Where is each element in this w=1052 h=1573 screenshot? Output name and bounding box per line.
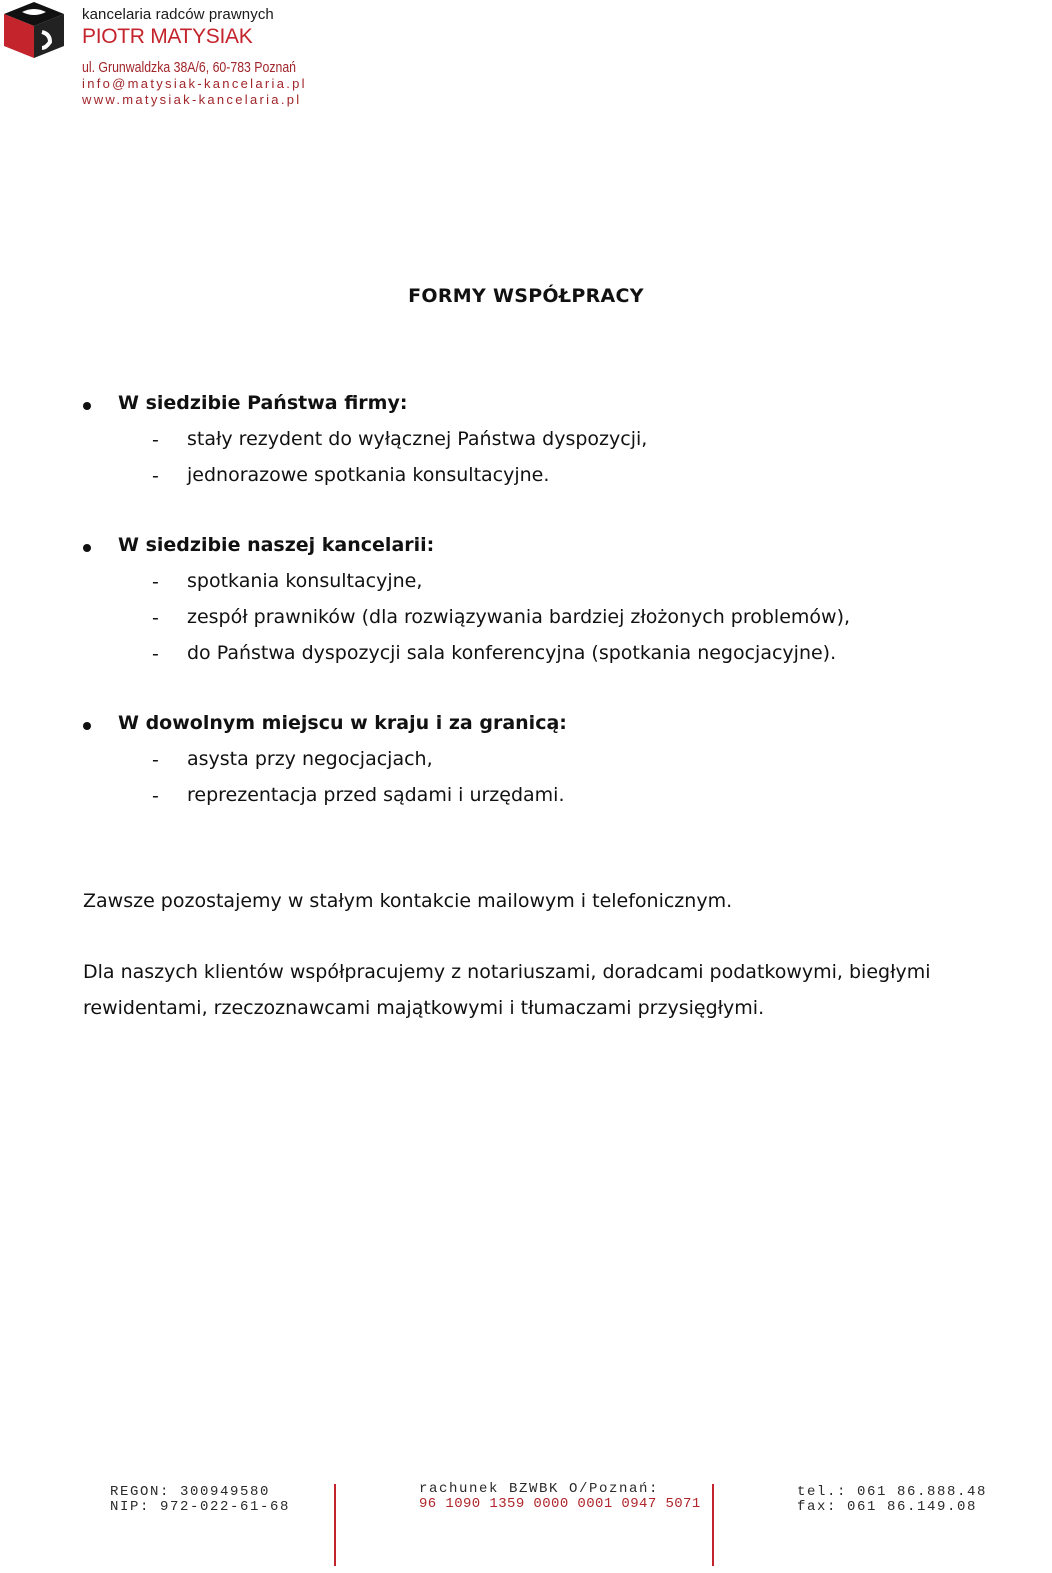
contact-paragraph: Zawsze pozostajemy w stałym kontakcie mailowym i telefonicznym. — [83, 890, 733, 912]
list-item: zespół prawników (dla rozwiązywania bardziej złożonych problemów), — [187, 606, 851, 628]
cube-logo-icon — [2, 0, 66, 60]
firm-email[interactable]: info@matysiak-kancelaria.pl — [82, 76, 307, 91]
firm-subtitle: kancelaria radców prawnych — [82, 6, 274, 23]
dash-marker: - — [152, 749, 159, 771]
section-heading: W siedzibie Państwa firmy: — [118, 392, 408, 414]
section-heading: W dowolnym miejscu w kraju i za granicą: — [118, 712, 567, 734]
dash-marker: - — [152, 465, 159, 487]
list-item: spotkania konsultacyjne, — [187, 570, 423, 592]
footer-nip: NIP: 972-022-61-68 — [110, 1499, 291, 1515]
firm-contact-block — [82, 60, 343, 108]
page-footer — [0, 1480, 988, 1573]
list-item: reprezentacja przed sądami i urzędami. — [187, 784, 565, 806]
footer-regon: REGON: 300949580 — [110, 1484, 271, 1500]
footer-divider — [712, 1484, 714, 1566]
list-item: stały rezydent do wyłącznej Państwa dyspozycji, — [187, 428, 648, 450]
page-title: FORMY WSPÓŁPRACY — [408, 285, 644, 307]
dash-marker: - — [152, 785, 159, 807]
firm-name — [82, 6, 274, 49]
dash-marker: - — [152, 571, 159, 593]
bullet-icon — [83, 544, 91, 552]
dash-marker: - — [152, 607, 159, 629]
list-item: asysta przy negocjacjach, — [187, 748, 433, 770]
footer-tel: tel.: 061 86.888.48 — [797, 1484, 988, 1500]
dash-marker: - — [152, 429, 159, 451]
bullet-icon — [83, 402, 91, 410]
list-item: do Państwa dyspozycji sala konferencyjna (spotkania negocjacyjne). — [187, 642, 837, 664]
footer-company-ids — [110, 1485, 290, 1515]
footer-fax: fax: 061 86.149.08 — [797, 1499, 978, 1515]
footer-account-number: 96 1090 1359 0000 0001 0947 5071 — [419, 1496, 701, 1512]
footer-account-label: rachunek BZWBK O/Poznań: — [419, 1481, 660, 1497]
list-item: jednorazowe spotkania konsultacyjne. — [187, 464, 550, 486]
firm-address: ul. Grunwaldzka 38A/6, 60-783 Poznań — [82, 59, 297, 76]
section-heading: W siedzibie naszej kancelarii: — [118, 534, 435, 556]
footer-bank — [419, 1482, 701, 1512]
footer-divider — [334, 1484, 336, 1566]
dash-marker: - — [152, 643, 159, 665]
firm-website[interactable]: www.matysiak-kancelaria.pl — [82, 92, 302, 107]
footer-phone — [797, 1485, 987, 1515]
partners-paragraph-line1: Dla naszych klientów współpracujemy z notariuszami, doradcami podatkowymi, biegłymi — [83, 961, 931, 983]
partners-paragraph-line2: rewidentami, rzeczoznawcami majątkowymi i tłumaczami przysięgłymi. — [83, 997, 765, 1019]
firm-owner-name: PIOTR MATYSIAK — [82, 25, 253, 48]
bullet-icon — [83, 722, 91, 730]
